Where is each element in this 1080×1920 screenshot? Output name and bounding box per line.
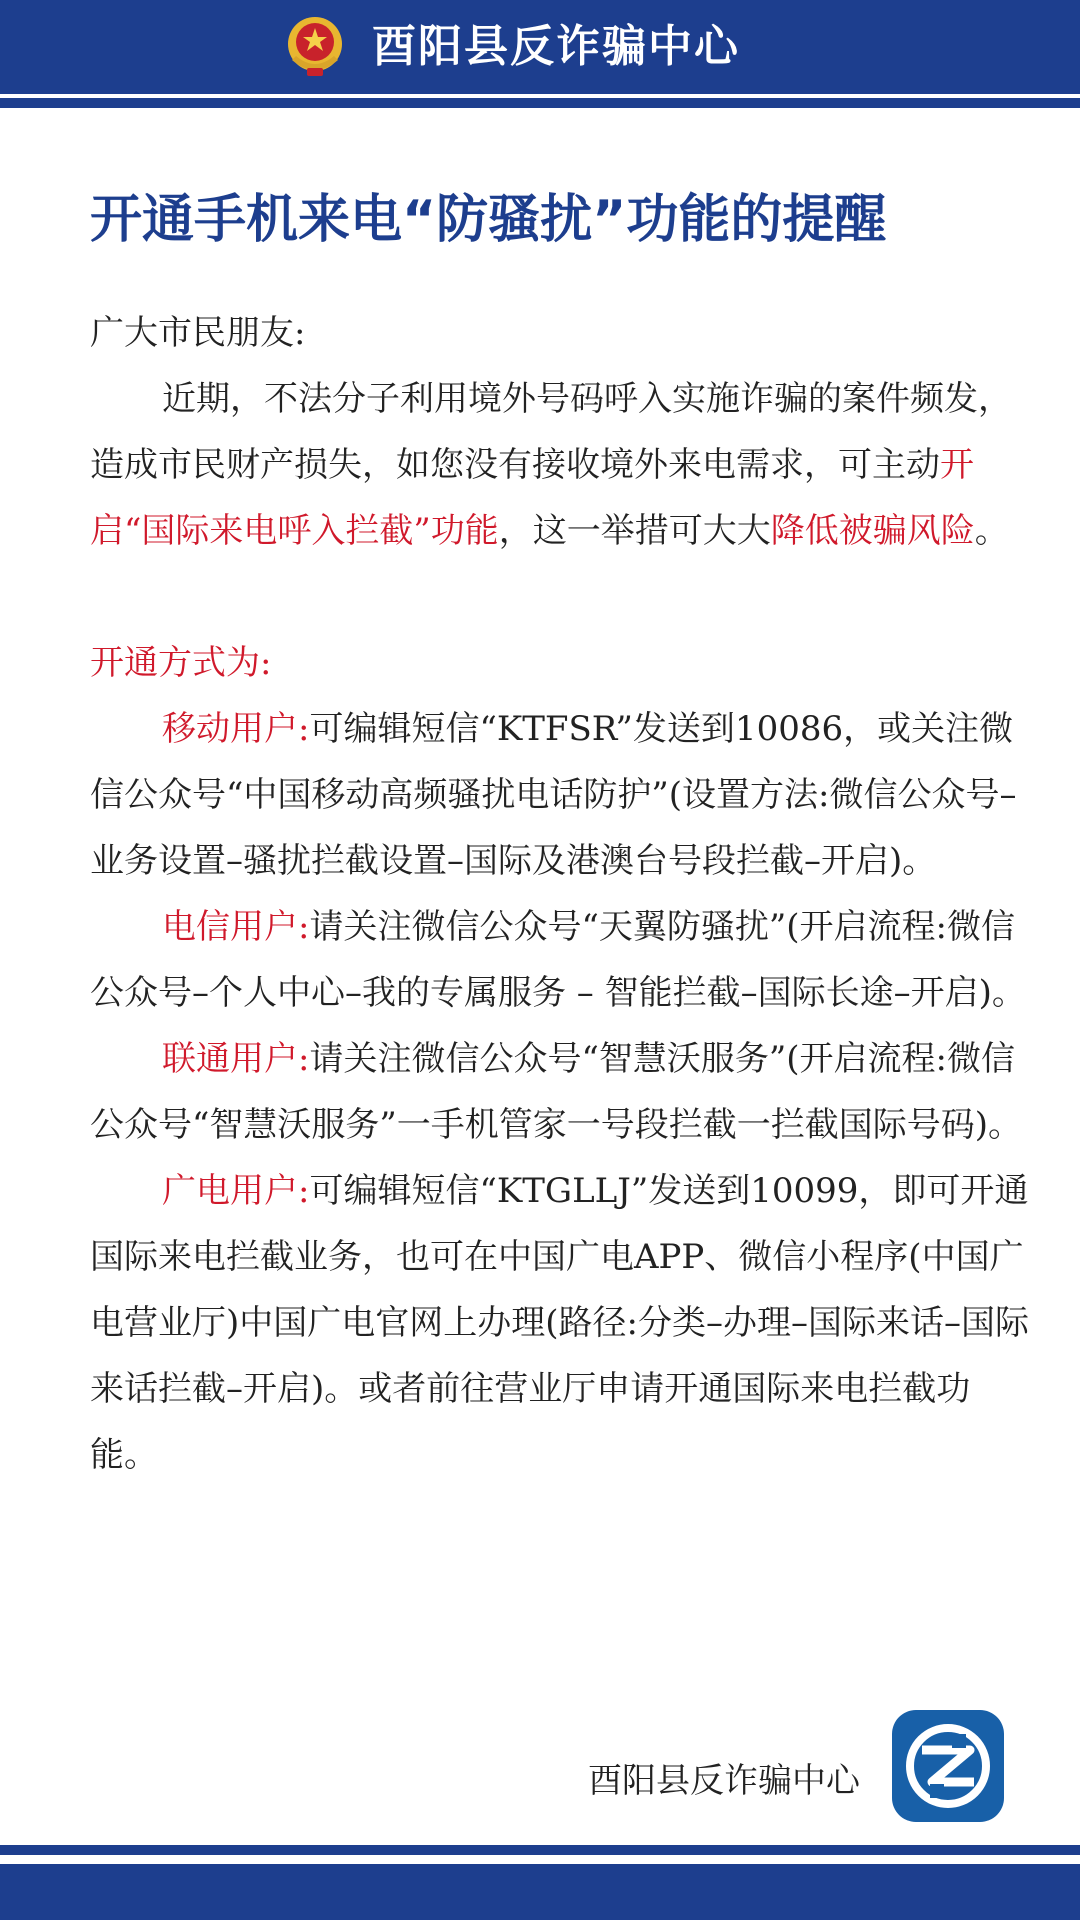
- header-stripe: [0, 98, 1080, 108]
- signature: 酉阳县反诈骗中心: [588, 1761, 860, 1801]
- carrier-label: 移动用户:: [162, 709, 310, 749]
- notice-title: 开通手机来电“防骚扰”功能的提醒: [90, 190, 887, 250]
- intro-highlight-2: 降低被骗风险: [770, 511, 975, 551]
- footer-bar: [0, 1864, 1080, 1920]
- carrier-label: 电信用户:: [162, 907, 310, 947]
- intro-text-1: 近期，不法分子利用境外号码呼入实施诈骗的案件频发，造成市民财产损失，如您没有接收境外来电需求，可主动: [90, 379, 1012, 485]
- org-title: 酉阳县反诈骗中心: [372, 21, 740, 72]
- intro-paragraph: [90, 366, 1030, 564]
- anti-fraud-logo-icon: [892, 1710, 1004, 1822]
- intro-text-3: 。: [974, 511, 1009, 551]
- method-mobile: [90, 696, 1030, 894]
- method-text: 请关注微信公众号“天翼防骚扰”(开启流程:微信公众号–个人中心–我的专属服务 – 智能拦截–国际长途–开启)。: [90, 907, 1026, 1013]
- carrier-label: 联通用户:: [162, 1039, 310, 1079]
- method-text: 请关注微信公众号“智慧沃服务”(开启流程:微信公众号“智慧沃服务”一手机管家一号段拦截一拦截国际号码)。: [90, 1039, 1023, 1145]
- method-unicom: [90, 1026, 1030, 1158]
- methods-heading: 开通方式为:: [90, 643, 272, 683]
- method-telecom: [90, 894, 1030, 1026]
- greeting: 广大市民朋友:: [90, 313, 306, 353]
- footer-stripe: [0, 1845, 1080, 1855]
- method-broadcast: [90, 1158, 1030, 1488]
- method-text: 可编辑短信“KTFSR”发送到10086，或关注微信公众号“中国移动高频骚扰电话防护”(设置方法:微信公众号–业务设置–骚扰拦截设置–国际及港澳台号段拦截–开启)。: [90, 709, 1017, 881]
- intro-text-2: ，这一举措可大大: [498, 511, 771, 551]
- carrier-label: 广电用户:: [162, 1171, 310, 1211]
- notice-body: [90, 300, 1030, 1488]
- method-text: 可编辑短信“KTGLLJ”发送到10099，即可开通国际来电拦截业务，也可在中国广电APP、微信小程序(中国广电营业厅)中国广电官网上办理(路径:分类–办理–国际来话–国际来话拦截–开启)。或者前往营业厅申请开通国际来电拦截功能。: [90, 1171, 1029, 1475]
- paragraph-gap: [90, 564, 1030, 630]
- police-emblem-icon: [282, 14, 348, 80]
- header-bar: [0, 0, 1080, 94]
- intro-highlight-1: 开启“国际来电呼入拦截”功能: [90, 445, 974, 551]
